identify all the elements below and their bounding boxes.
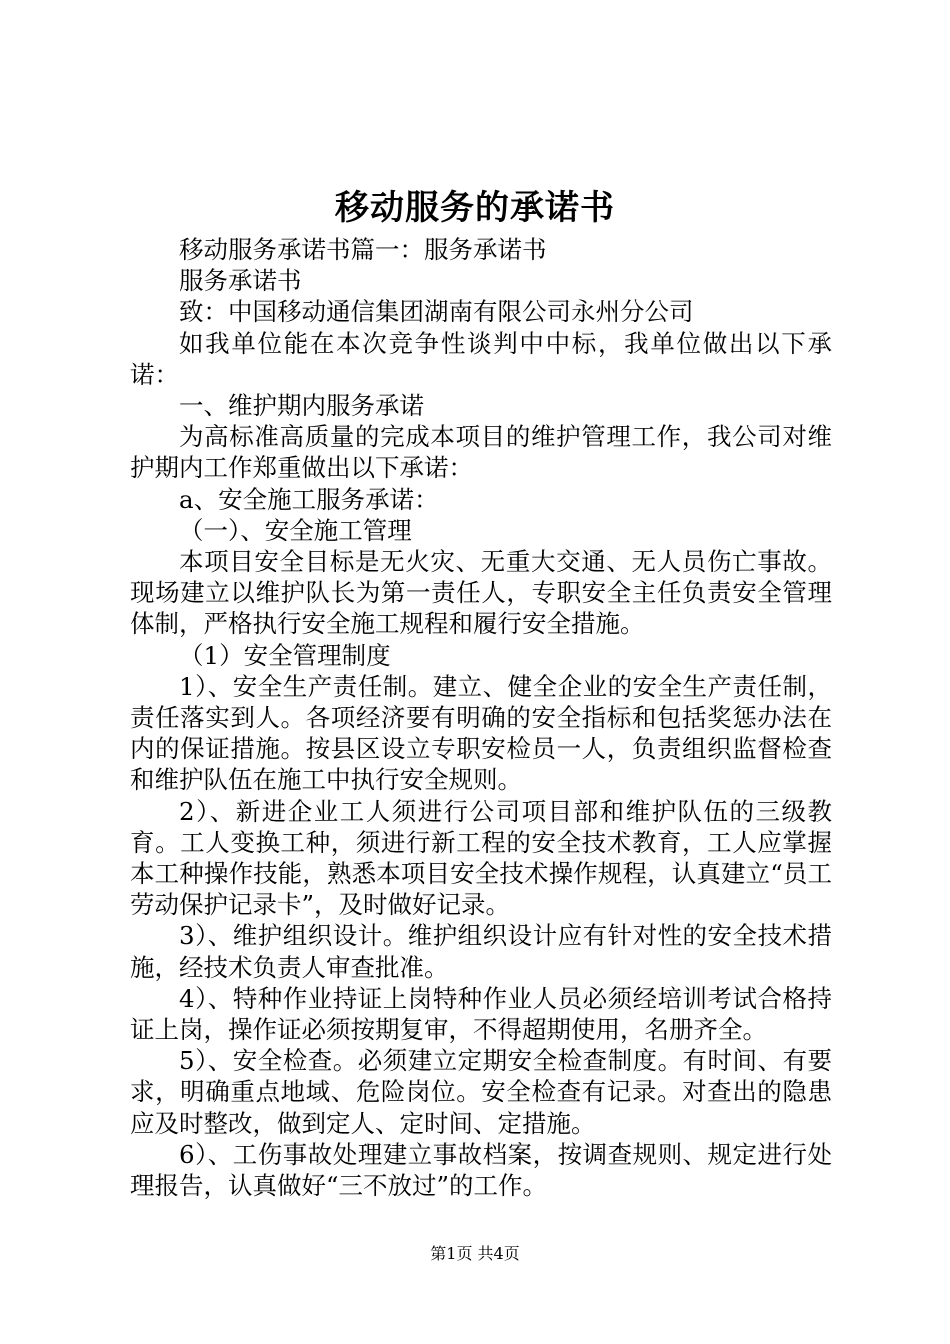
paragraph: 如我单位能在本次竞争性谈判中中标，我单位做出以下承诺：	[130, 328, 832, 389]
paragraph: 服务承诺书	[179, 266, 302, 296]
paragraph: 2）、新进企业工人须进行公司项目部和维护队伍的三级教育。工人变换工种，须进行新工程的安全技术教育，工人应掌握本工种操作技能，熟悉本项目安全技术操作规程，认真建立“员工劳动保护记录卡”，及时做好记录。	[130, 796, 832, 920]
paragraph: 本项目安全目标是无火灾、无重大交通、无人员伤亡事故。现场建立以维护队长为第一责任人，专职安全主任负责安全管理体制，严格执行安全施工规程和履行安全措施。	[130, 547, 832, 639]
paragraph: （1）安全管理制度	[179, 640, 391, 670]
paragraph: 1）、安全生产责任制。建立、健全企业的安全生产责任制，责任落实到人。各项经济要有明确的安全指标和包括奖惩办法在内的保证措施。按县区设立专职安检员一人，负责组织监督检查和维护队伍在施工中执行安全规则。	[130, 671, 832, 795]
paragraph: 移动服务承诺书篇一：服务承诺书	[179, 235, 547, 264]
paragraph: 5）、安全检查。必须建立定期安全检查制度。有时间、有要求，明确重点地域、危险岗位。安全检查有记录。对查出的隐患应及时整改，做到定人、定时间、定措施。	[130, 1046, 832, 1138]
document-body	[130, 234, 832, 1201]
paragraph: 3）、维护组织设计。维护组织设计应有针对性的安全技术措施，经技术负责人审查批准。	[130, 921, 832, 982]
paragraph: 致：中国移动通信集团湖南有限公司永州分公司	[179, 297, 694, 327]
paragraph: a、安全施工服务承诺：	[179, 484, 439, 514]
paragraph: 一、维护期内服务承诺	[179, 391, 424, 421]
paragraph: 为高标准高质量的完成本项目的维护管理工作，我公司对维护期内工作郑重做出以下承诺：	[130, 422, 832, 483]
paragraph: （一）、安全施工管理	[179, 515, 412, 545]
page-number-footer: 第1页 共4页	[430, 1244, 520, 1263]
page-title: 移动服务的承诺书	[335, 188, 615, 228]
paragraph: 4）、特种作业持证上岗特种作业人员必须经培训考试合格持证上岗，操作证必须按期复审，不得超期使用，名册齐全。	[130, 983, 832, 1045]
paragraph: 6）、工伤事故处理建立事故档案，按调查规则、规定进行处理报告，认真做好“三不放过”的工作。	[130, 1139, 832, 1201]
